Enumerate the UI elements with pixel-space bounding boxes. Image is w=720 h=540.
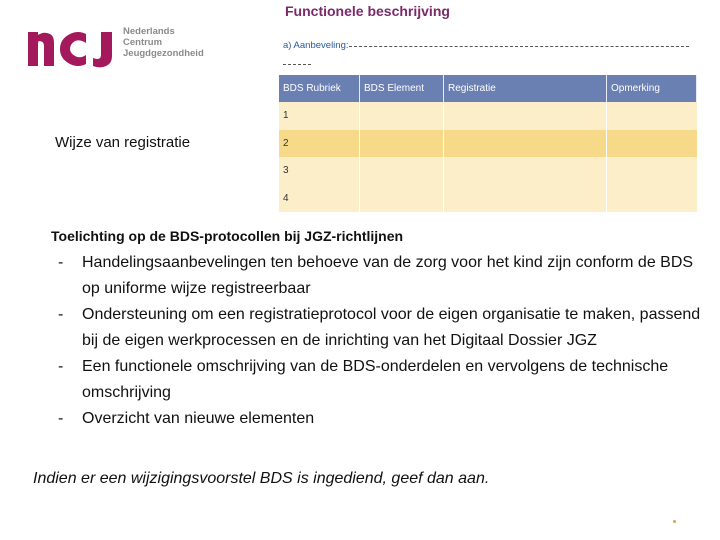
- bullet-marker: -: [58, 306, 64, 323]
- left-panel: [0, 0, 204, 170]
- logo-line-1: Nederlands: [123, 26, 175, 37]
- table-header-cell: BDS Rubriek: [279, 75, 360, 102]
- logo-text: [123, 26, 204, 59]
- bullet-marker: -: [58, 254, 64, 271]
- table-cell: [360, 185, 444, 213]
- table-header-cell: Opmerking: [607, 75, 697, 102]
- table-cell: [444, 130, 607, 158]
- table-row: [279, 102, 697, 130]
- list-item: [58, 302, 713, 354]
- table-cell: [360, 130, 444, 158]
- table-row: [279, 157, 697, 185]
- table-cell: 2: [279, 130, 360, 158]
- dashed-line: [349, 46, 689, 47]
- logo-line-3: Jeugdgezondheid: [123, 48, 204, 59]
- table-row: [279, 185, 697, 213]
- table-cell: 4: [279, 185, 360, 213]
- table-cell: [444, 102, 607, 130]
- list-item: [58, 406, 713, 432]
- bullet-marker: -: [58, 410, 64, 427]
- table-cell: 1: [279, 102, 360, 130]
- table-cell: [360, 102, 444, 130]
- aanbeveling-label: a) Aanbeveling:: [283, 40, 349, 51]
- section-heading: Toelichting op de BDS-protocollen bij JGZ-richtlijnen: [51, 228, 404, 244]
- decorative-dot: [673, 520, 676, 523]
- panel-label: Wijze van registratie: [55, 134, 191, 151]
- table-cell: [607, 102, 697, 130]
- table-row: [279, 130, 697, 158]
- list-item: [58, 354, 713, 406]
- list-item: [58, 250, 713, 302]
- table-cell: [444, 157, 607, 185]
- table-header-cell: Registratie: [444, 75, 607, 102]
- list-item-text: Overzicht van nieuwe elementen: [82, 410, 315, 427]
- document-excerpt: [279, 0, 699, 216]
- list-item-text: Een functionele omschrijving van de BDS-onderdelen en vervolgens de technische omschrijving: [82, 358, 669, 401]
- footer-note: Indien er een wijzigingsvoorstel BDS is ingediend, geef dan aan.: [33, 470, 490, 487]
- table-cell: [360, 157, 444, 185]
- table-cell: [444, 185, 607, 213]
- registration-table: [279, 75, 697, 212]
- table-cell: [607, 130, 697, 158]
- table-cell: 3: [279, 157, 360, 185]
- list-item-text: Handelingsaanbevelingen ten behoeve van de zorg voor het kind zijn conform de BDS op uniforme wijze registreerbaar: [82, 254, 694, 297]
- bullet-list: [58, 250, 713, 432]
- bullet-marker: -: [58, 358, 64, 375]
- list-item-text: Ondersteuning om een registratieprotocol voor de eigen organisatie te maken, passend bij de eigen werkprocessen en de inrichting van het Digitaal Dossier JGZ: [82, 306, 701, 349]
- table-header-cell: BDS Element: [360, 75, 444, 102]
- dashed-line-short: [283, 64, 311, 65]
- logo-line-2: Centrum: [123, 37, 163, 48]
- table-cell: [607, 157, 697, 185]
- table-cell: [607, 185, 697, 213]
- table-header-row: [279, 75, 697, 102]
- doc-title: Functionele beschrijving: [285, 3, 450, 19]
